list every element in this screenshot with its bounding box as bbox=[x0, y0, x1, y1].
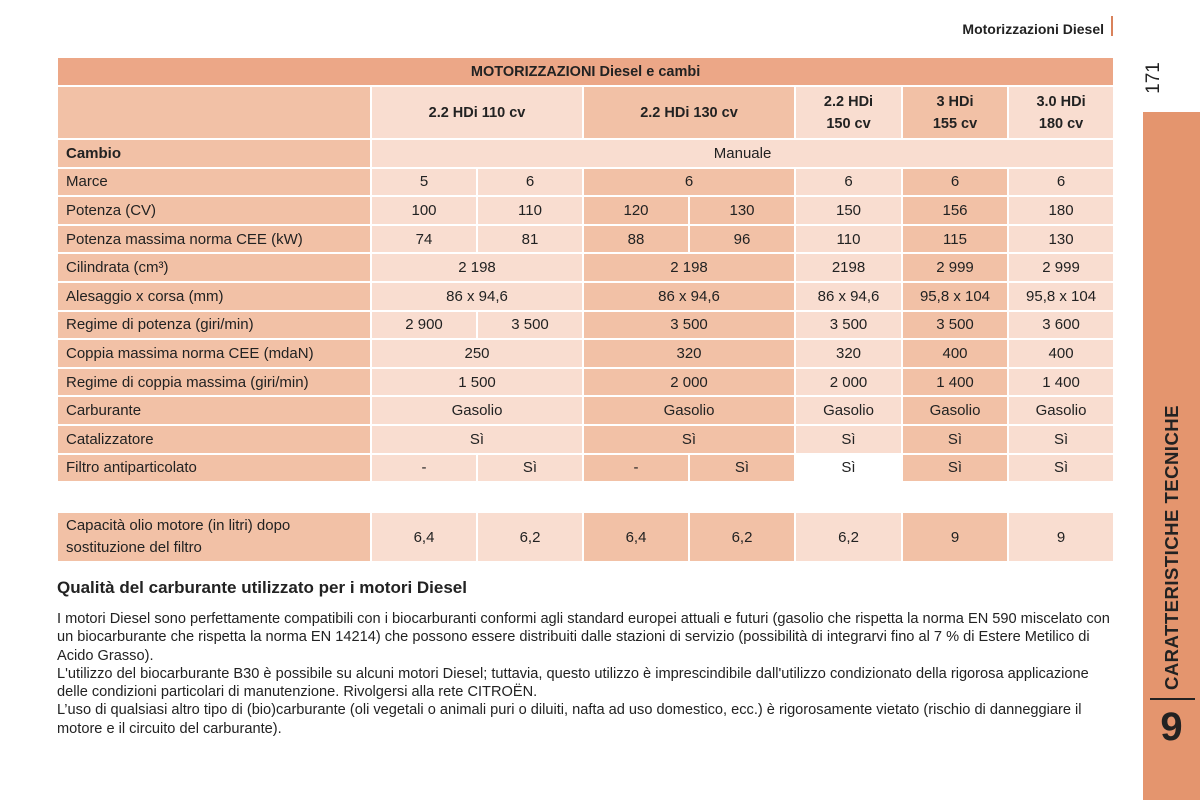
header-divider bbox=[1111, 16, 1113, 36]
cell: Sì bbox=[583, 425, 795, 454]
paragraph: L'utilizzo del biocarburante B30 è possibile su alcuni motori Diesel; tuttavia, questo utilizzo è imprescindibile dall'utilizzo condizionato della rigorosa applicazione delle condizioni particolari di manutenzione. Rivolgersi alla rete CITROËN. bbox=[57, 665, 1089, 701]
cell: 6 bbox=[795, 168, 902, 197]
engine-header-3: 2.2 HDi 150 cv bbox=[795, 86, 902, 139]
cell: 6,2 bbox=[689, 512, 795, 562]
cell: Sì bbox=[689, 454, 795, 483]
table-caption-row bbox=[57, 57, 1114, 86]
cell: 2 999 bbox=[902, 253, 1008, 282]
cell: 95,8 x 104 bbox=[1008, 282, 1114, 311]
engine-header-4: 3 HDi 155 cv bbox=[902, 86, 1008, 139]
cell: 1 400 bbox=[1008, 368, 1114, 397]
table-row bbox=[57, 368, 1114, 397]
table-row bbox=[57, 454, 1114, 483]
cell: 2 000 bbox=[795, 368, 902, 397]
cell: Sì bbox=[1008, 454, 1114, 483]
cell: 110 bbox=[477, 196, 583, 225]
table-caption: MOTORIZZAZIONI Diesel e cambi bbox=[57, 57, 1114, 86]
cell: 6 bbox=[1008, 168, 1114, 197]
cell: 3 600 bbox=[1008, 311, 1114, 340]
cell: Gasolio bbox=[795, 396, 902, 425]
cell: Sì bbox=[795, 454, 902, 483]
cell: 400 bbox=[902, 339, 1008, 368]
cell: 150 bbox=[795, 196, 902, 225]
row-label: Regime di potenza (giri/min) bbox=[57, 311, 371, 340]
row-label: Regime di coppia massima (giri/min) bbox=[57, 368, 371, 397]
cell: 86 x 94,6 bbox=[795, 282, 902, 311]
chapter-number: 9 bbox=[1160, 705, 1183, 749]
engine-specs-table bbox=[56, 56, 1115, 563]
cell: 6,4 bbox=[371, 512, 477, 562]
table-row bbox=[57, 196, 1114, 225]
cell: 400 bbox=[1008, 339, 1114, 368]
chapter-title-wrap bbox=[1143, 112, 1200, 712]
cell: 86 x 94,6 bbox=[583, 282, 795, 311]
cell: 3 500 bbox=[902, 311, 1008, 340]
cell: 1 400 bbox=[902, 368, 1008, 397]
table-row bbox=[57, 168, 1114, 197]
cell: Sì bbox=[477, 454, 583, 483]
row-label: Cambio bbox=[57, 139, 371, 168]
cell: 2198 bbox=[795, 253, 902, 282]
engine-header-row bbox=[57, 86, 1114, 139]
table-row bbox=[57, 225, 1114, 254]
cell: 5 bbox=[371, 168, 477, 197]
cell: 96 bbox=[689, 225, 795, 254]
table-row bbox=[57, 282, 1114, 311]
table-row bbox=[57, 139, 1114, 168]
header-empty-cell bbox=[57, 86, 371, 139]
cell: 95,8 x 104 bbox=[902, 282, 1008, 311]
engine-header-5: 3.0 HDi 180 cv bbox=[1008, 86, 1114, 139]
cell: Sì bbox=[795, 425, 902, 454]
chapter-divider bbox=[1150, 698, 1195, 700]
row-label: Potenza massima norma CEE (kW) bbox=[57, 225, 371, 254]
cell: 6,2 bbox=[795, 512, 902, 562]
row-label: Marce bbox=[57, 168, 371, 197]
cell: 120 bbox=[583, 196, 689, 225]
cell: 130 bbox=[689, 196, 795, 225]
cell: 130 bbox=[1008, 225, 1114, 254]
cell: 9 bbox=[902, 512, 1008, 562]
table-row bbox=[57, 339, 1114, 368]
row-label: Carburante bbox=[57, 396, 371, 425]
cell: 320 bbox=[583, 339, 795, 368]
row-label: Coppia massima norma CEE (mdaN) bbox=[57, 339, 371, 368]
cell: Sì bbox=[1008, 425, 1114, 454]
cell: Gasolio bbox=[902, 396, 1008, 425]
paragraph: I motori Diesel sono perfettamente compatibili con i biocarburanti conformi agli standard europei attuali e futuri (gasolio che rispetta la norma EN 590 miscelato con un biocarburante che rispetta la norma EN 14214) che possono essere distribuiti dalle stazioni di servizio (possibilità di integrarvi fino al 7 % di Estere Metilico di Acido Grasso). bbox=[57, 611, 1110, 664]
row-label: Cilindrata (cm³) bbox=[57, 253, 371, 282]
cell: Sì bbox=[902, 425, 1008, 454]
cell: 74 bbox=[371, 225, 477, 254]
row-label: Potenza (CV) bbox=[57, 196, 371, 225]
fuel-section-title: Qualità del carburante utilizzato per i motori Diesel bbox=[57, 578, 467, 597]
cell: Gasolio bbox=[371, 396, 583, 425]
engine-header-1: 2.2 HDi 110 cv bbox=[371, 86, 583, 139]
row-label: Alesaggio x corsa (mm) bbox=[57, 282, 371, 311]
table-row bbox=[57, 396, 1114, 425]
cell: 6 bbox=[477, 168, 583, 197]
cell: 86 x 94,6 bbox=[371, 282, 583, 311]
cell: 100 bbox=[371, 196, 477, 225]
cell: 81 bbox=[477, 225, 583, 254]
cell: 3 500 bbox=[583, 311, 795, 340]
chapter-title: CARATTERISTICHE TECNICHE bbox=[1160, 404, 1182, 690]
cell: 6,4 bbox=[583, 512, 689, 562]
cell: Manuale bbox=[371, 139, 1114, 168]
cell: 3 500 bbox=[477, 311, 583, 340]
row-label: Filtro antiparticolato bbox=[57, 454, 371, 483]
cell: 2 000 bbox=[583, 368, 795, 397]
table-spacer bbox=[57, 482, 1114, 512]
cell: 9 bbox=[1008, 512, 1114, 562]
table-row bbox=[57, 425, 1114, 454]
cell: 6 bbox=[902, 168, 1008, 197]
cell: 6 bbox=[583, 168, 795, 197]
cell: - bbox=[583, 454, 689, 483]
table-row bbox=[57, 311, 1114, 340]
cell: 110 bbox=[795, 225, 902, 254]
paragraph: L’uso di qualsiasi altro tipo di (bio)carburante (oli vegetali o animali puri o diluiti, nafta ad uso domestico, ecc.) è rigorosamente vietato (rischio di danneggiare il motore e il circuito del carburante). bbox=[57, 702, 1082, 737]
cell: 88 bbox=[583, 225, 689, 254]
fuel-section-body bbox=[57, 610, 1117, 738]
cell: 2 900 bbox=[371, 311, 477, 340]
cell: 156 bbox=[902, 196, 1008, 225]
row-label: Capacità olio motore (in litri) dopo sostituzione del filtro bbox=[57, 512, 371, 562]
cell: 320 bbox=[795, 339, 902, 368]
section-header-title: Motorizzazioni Diesel bbox=[962, 21, 1104, 37]
engine-header-2: 2.2 HDi 130 cv bbox=[583, 86, 795, 139]
cell: 1 500 bbox=[371, 368, 583, 397]
cell: Sì bbox=[902, 454, 1008, 483]
row-label: Catalizzatore bbox=[57, 425, 371, 454]
cell: 115 bbox=[902, 225, 1008, 254]
cell: Gasolio bbox=[1008, 396, 1114, 425]
cell: 2 999 bbox=[1008, 253, 1114, 282]
cell: Gasolio bbox=[583, 396, 795, 425]
cell: 180 bbox=[1008, 196, 1114, 225]
cell: 2 198 bbox=[583, 253, 795, 282]
cell: 3 500 bbox=[795, 311, 902, 340]
table-row bbox=[57, 253, 1114, 282]
table-row-oil bbox=[57, 512, 1114, 562]
page-number: 171 bbox=[1143, 62, 1164, 94]
cell: Sì bbox=[371, 425, 583, 454]
cell: 6,2 bbox=[477, 512, 583, 562]
cell: 2 198 bbox=[371, 253, 583, 282]
cell: 250 bbox=[371, 339, 583, 368]
cell: - bbox=[371, 454, 477, 483]
